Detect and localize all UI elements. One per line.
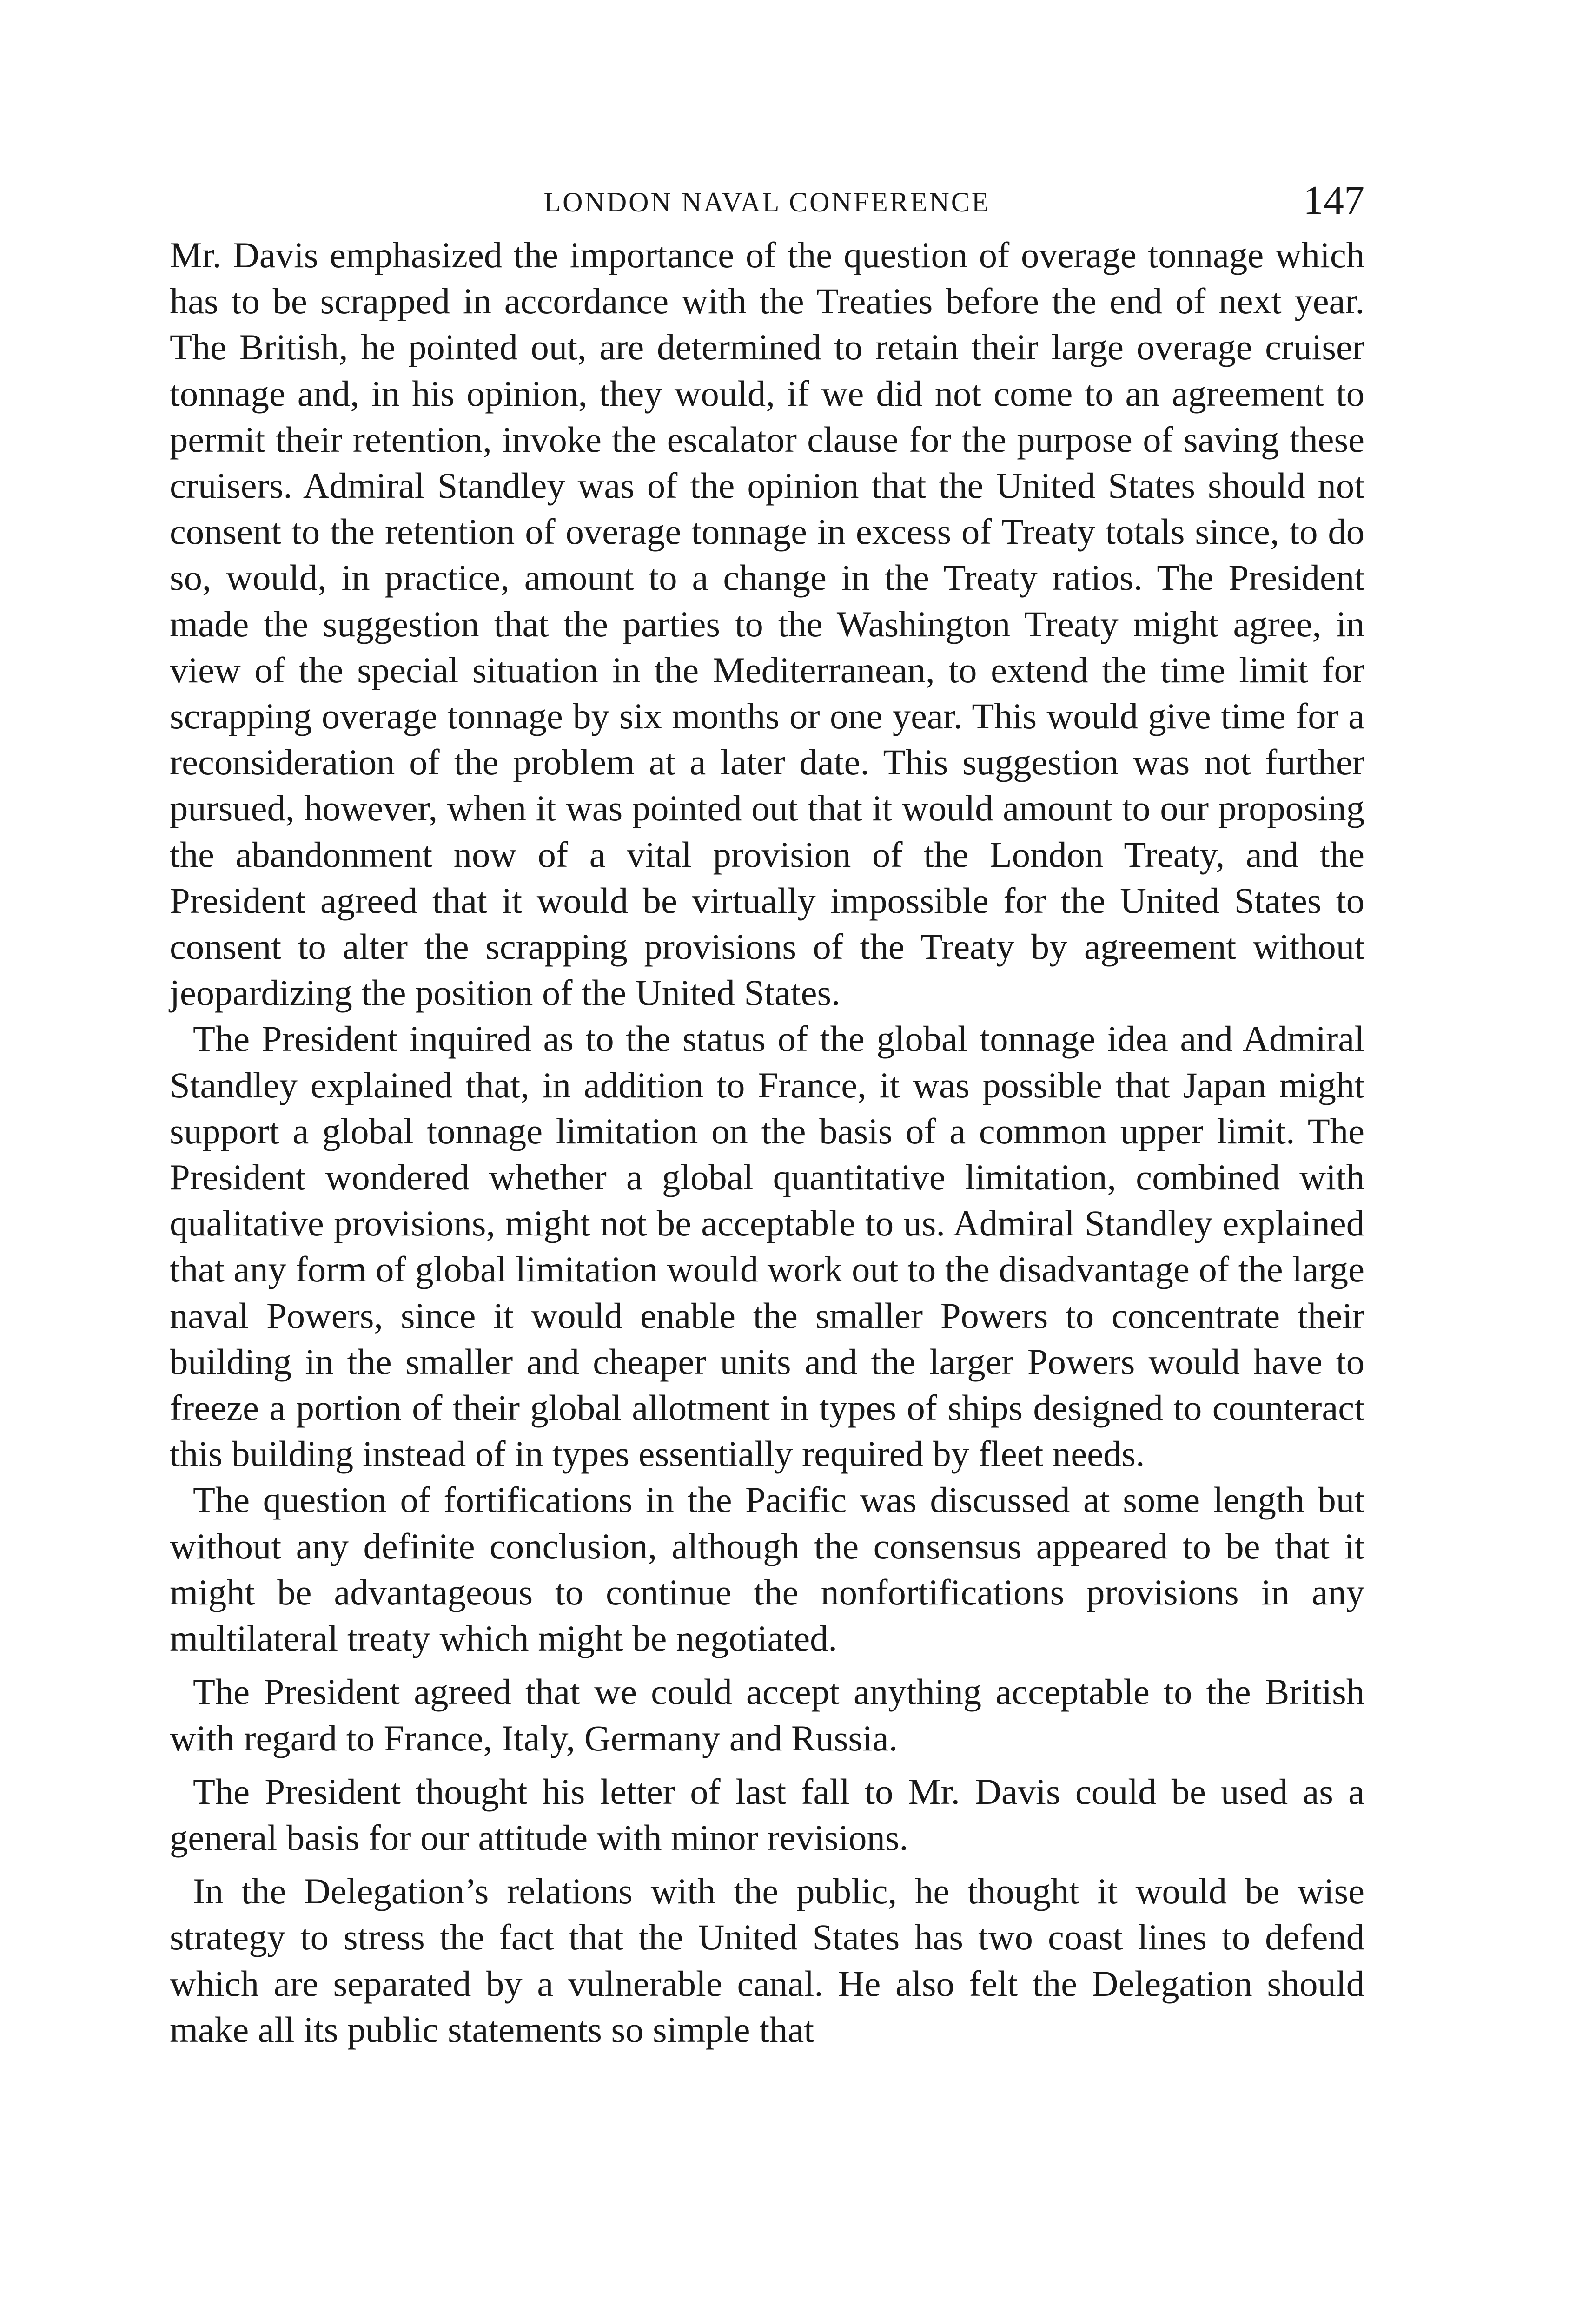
running-head bbox=[170, 178, 1364, 232]
paragraph-letter-to-davis: The President thought his letter of last fall to Mr. Davis could be used as a general basis for our attitude with minor revisions. bbox=[170, 1771, 1364, 1858]
page-number: 147 bbox=[1303, 178, 1364, 223]
body-text bbox=[170, 232, 1364, 2053]
running-title: LONDON NAVAL CONFERENCE bbox=[543, 187, 991, 218]
document-page bbox=[170, 178, 1364, 2053]
paragraph-global-tonnage: The President inquired as to the status of the global tonnage idea and Admiral Standley explained that, in addition to France, it was possible that Japan might support a global tonnage limitation on the basis of a common upper limit. The President wondered whether a global quantitative limitation, combined with qualitative provisions, might not be acceptable to us. Admiral Standley explained that any form of global limitation would work out to the disadvantage of the large naval Powers, since it would enable the smaller Powers to concentrate their building in the smaller and cheaper units and the larger Powers would have to freeze a portion of their global allotment in types of ships designed to counteract this building instead of in types essentially required by fleet needs. bbox=[170, 1019, 1364, 1475]
paragraph-fortifications: The question of fortifications in the Pacific was discussed at some length but without any definite conclusion, although the consensus appeared to be that it might be advantageous to continue the nonfortifications provisions in any multilateral treaty which might be negotiated. bbox=[170, 1480, 1364, 1659]
paragraph-public-relations: In the Delegation’s relations with the public, he thought it would be wise strategy to stress the fact that the United States has two coast lines to defend which are separated by a vulnerable canal. He also felt the Delegation should make all its public statements so simple that bbox=[170, 1871, 1364, 2050]
paragraph-overage-tonnage: Mr. Davis emphasized the importance of the question of overage tonnage which has to be scrapped in accordance with the Treaties before the end of next year. The British, he pointed out, are determined to retain their large overage cruiser tonnage and, in his opinion, they would, if we did not come to an agreement to permit their retention, invoke the escalator clause for the purpose of saving these cruisers. Admiral Standley was of the opinion that the United States should not consent to the retention of overage tonnage in excess of Treaty totals since, to do so, would, in practice, amount to a change in the Treaty ratios. The President made the suggestion that the parties to the Washington Treaty might agree, in view of the special situation in the Mediterranean, to extend the time limit for scrapping overage tonnage by six months or one year. This would give time for a reconsideration of the problem at a later date. This suggestion was not further pursued, however, when it was pointed out that it would amount to our proposing the abandonment now of a vital provision of the London Treaty, and the President agreed that it would be virtually impossible for the United States to consent to alter the scrapping provisions of the Treaty by agreement without jeopardizing the position of the United States. bbox=[170, 235, 1364, 1014]
paragraph-british-agreement: The President agreed that we could accept anything acceptable to the British with regard to France, Italy, Germany and Russia. bbox=[170, 1672, 1364, 1759]
